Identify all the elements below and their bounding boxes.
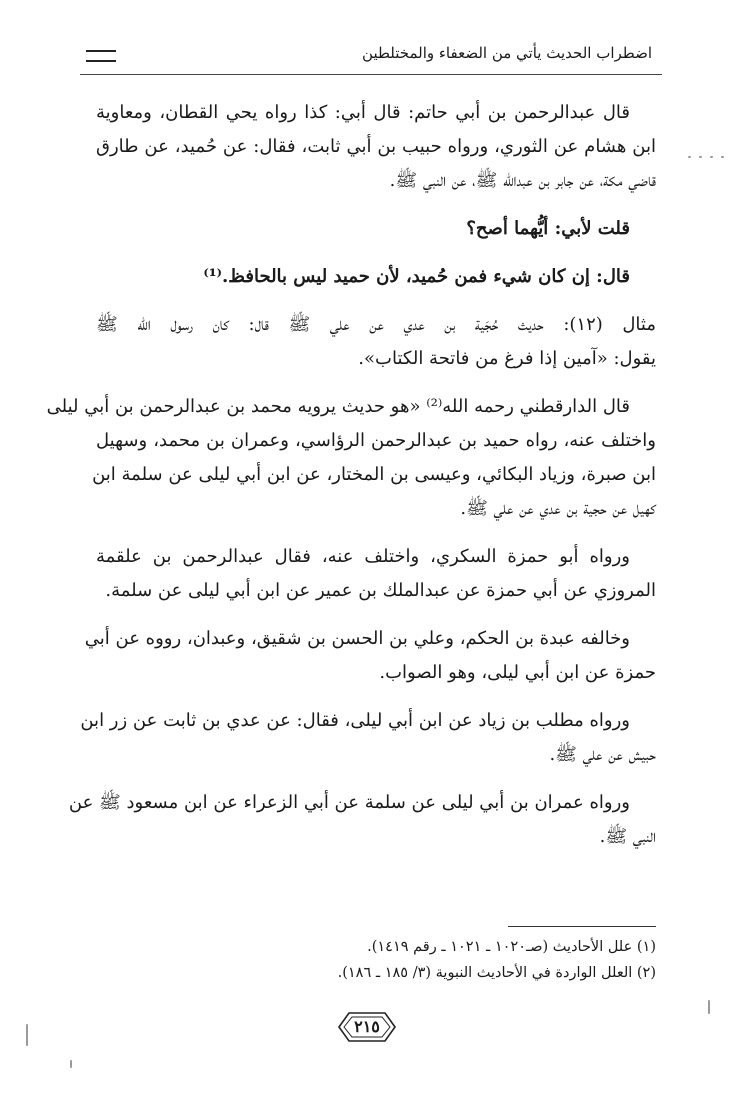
paragraph xyxy=(84,622,656,690)
text-line: حمزة عن ابن أبي ليلى، وهو الصواب. xyxy=(379,662,656,683)
text-line: حبيش عن علي ﷺ. xyxy=(549,744,656,765)
text-line: قاضي مكة، عن جابر بن عبدالله ﷺ، عن النبي ﷺ. xyxy=(389,170,656,191)
header-ornament-bars xyxy=(86,50,116,62)
paragraph xyxy=(96,212,656,246)
scan-speck xyxy=(26,1024,28,1046)
running-header-title: اضطراب الحديث يأتي من الضعفاء والمختلطين xyxy=(362,44,652,62)
text-line: النبي ﷺ. xyxy=(599,826,656,847)
scan-speck xyxy=(70,1060,72,1068)
footnote-separator xyxy=(508,926,656,927)
scan-speck xyxy=(699,156,702,158)
header-rule xyxy=(80,74,662,75)
text-line: قلت لأبي: أيُّهما أصح؟ xyxy=(466,218,630,239)
paragraph xyxy=(46,390,656,526)
text-line: مثال (١٢): حديث حُجَية بن عدي عن علي ﷺ قال: كان رسول الله ﷺ xyxy=(96,314,656,335)
paragraph xyxy=(80,704,656,772)
scan-speck xyxy=(708,1000,710,1014)
text-line: وخالفه عبدة بن الحكم، وعلي بن الحسن بن شقيق، وعبدان، رووه عن أبي xyxy=(84,628,630,649)
page-number-ornament xyxy=(335,1005,399,1049)
footnote: (١) علل الأحاديث (صـ١٠٢٠ ـ ١٠٢١ ـ رقم ١٤١٩). xyxy=(367,939,656,955)
paragraph xyxy=(96,308,656,376)
text-line: كهيل عن حجية بن عدي عن علي ﷺ. xyxy=(460,498,656,519)
text-line: قال: إن كان شيء فمن حُميد، لأن حميد ليس بالحافظ.⁽¹⁾ xyxy=(203,266,630,287)
paragraph xyxy=(96,260,656,294)
paragraph xyxy=(96,540,656,608)
running-header xyxy=(86,40,652,70)
scan-speck xyxy=(688,156,691,158)
scan-speck xyxy=(710,156,713,158)
text-line: ورواه مطلب بن زياد عن ابن أبي ليلى، فقال: عن عدي بن ثابت عن زر ابن xyxy=(80,710,630,731)
text-line: ابن هشام عن الثوري، ورواه حبيب بن أبي ثابت، فقال: عن حُميد، عن طارق xyxy=(96,136,656,157)
text-line: ورواه عمران بن أبي ليلى عن سلمة عن أبي الزعراء عن ابن مسعود ﷺ عن xyxy=(68,792,630,813)
text-line: المروزي عن أبي حمزة عن عبدالملك بن عمير عن ابن أبي ليلى عن سلمة. xyxy=(105,580,656,601)
paragraph xyxy=(68,786,656,854)
text-line: ابن صبرة، وزياد البكائي، وعيسى بن المختار، عن ابن أبي ليلى عن سلمة ابن xyxy=(92,464,656,485)
text-line: قال عبدالرحمن بن أبي حاتم: قال أبي: كذا رواه يحي القطان، ومعاوية xyxy=(96,102,630,123)
text-line: ورواه أبو حمزة السكري، واختلف عنه، فقال عبدالرحمن بن علقمة xyxy=(96,546,630,567)
page-body xyxy=(46,96,656,868)
scan-speck xyxy=(721,156,724,158)
text-line: واختلف عنه، رواه حميد بن عبدالرحمن الرؤاسي، وعمران بن محمد، وسهيل xyxy=(96,430,656,451)
paragraph xyxy=(96,96,656,198)
page-number: ٢١٥ xyxy=(354,1017,380,1036)
text-line: قال الدارقطني رحمه الله⁽²⁾ «هو حديث يرويه محمد بن عبدالرحمن بن أبي ليلى xyxy=(46,396,630,417)
footnotes xyxy=(96,934,656,986)
footnote: (٢) العلل الواردة في الأحاديث النبوية (٣/ ١٨٥ ـ ١٨٦). xyxy=(337,965,656,981)
text-line: يقول: «آمين إذا فرغ من فاتحة الكتاب». xyxy=(358,348,656,369)
